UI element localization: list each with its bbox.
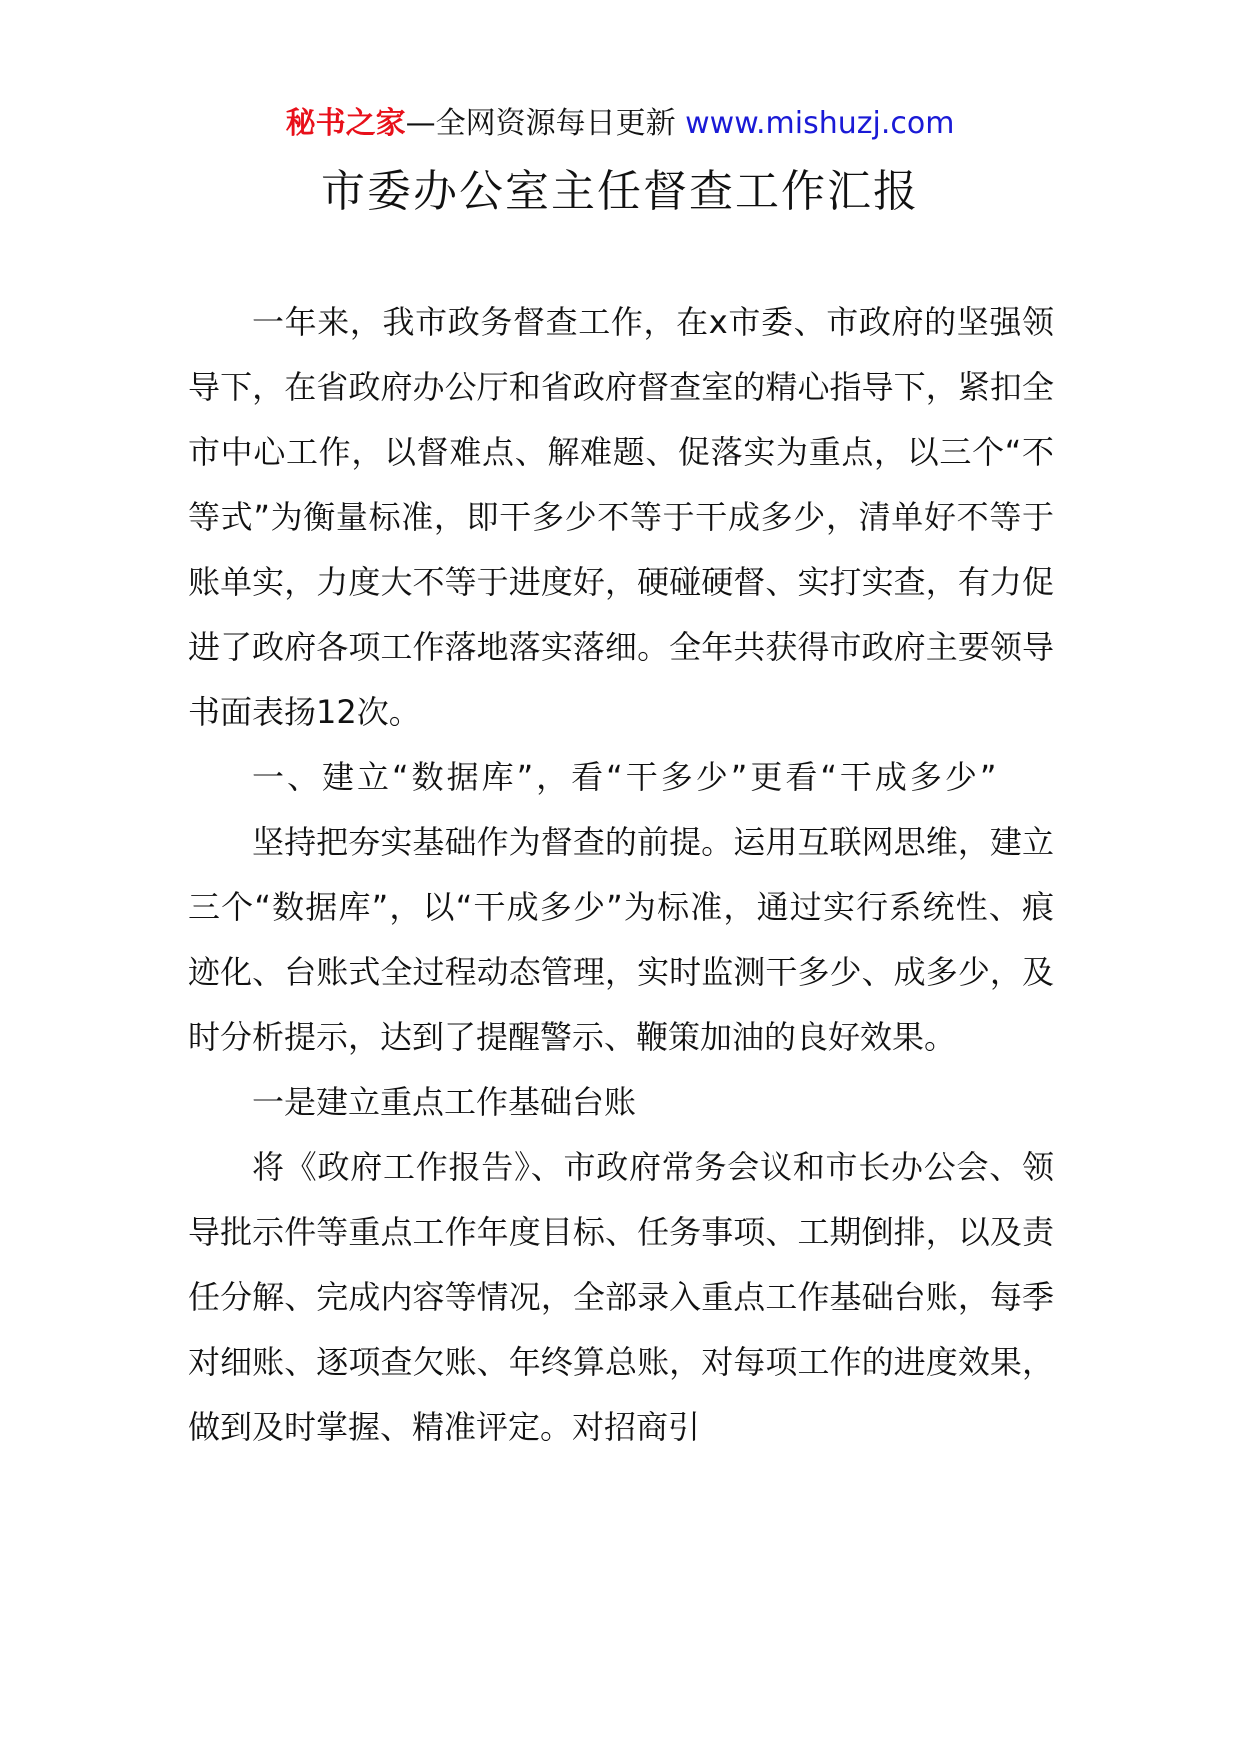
paragraph-section-1: 坚持把夯实基础作为督查的前提。运用互联网思维，建立三个“数据库”，以“干成多少”为标准，通过实行系统性、痕迹化、台账式全过程动态管理，实时监测干多少、成多少，及时分析提示，达到了提醒警示、鞭策加油的良好效果。 [188,823,1054,1056]
site-header [0,102,1240,146]
paragraph-intro: 一年来，我市政务督查工作，在x市委、市政府的坚强领导下，在省政府办公厅和省政府督查室的精心指导下，紧扣全市中心工作，以督难点、解难题、促落实为重点，以三个“不等式”为衡量标准，即干多少不等于干成多少，清单好不等于账单实，力度大不等于进度好，硬碰硬督、实打实查，有力促进了政府各项工作落地落实落细。全年共获得市政府主要领导书面表扬12次。 [188,303,1054,731]
site-url-link[interactable]: www.mishuzj.com [685,106,955,141]
subheading-1: 一是建立重点工作基础台账 [252,1083,637,1121]
site-tagline: —全网资源每日更新 [405,106,676,141]
document-title: 市委办公室主任督查工作汇报 [321,166,919,217]
paragraph-subsection-1: 将《政府工作报告》、市政府常务会议和市长办公会、领导批示件等重点工作年度目标、任务事项、工期倒排，以及责任分解、完成内容等情况，全部录入重点工作基础台账，每季对细账、逐项查欠账、年终算总账，对每项工作的进度效果，做到及时掌握、精准评定。对招商引 [188,1148,1054,1446]
document-body [188,290,1054,1460]
site-brand: 秘书之家 [285,106,406,141]
section-heading-1: 一、建立“数据库”，看“干多少”更看“干成多少” [252,758,1000,796]
